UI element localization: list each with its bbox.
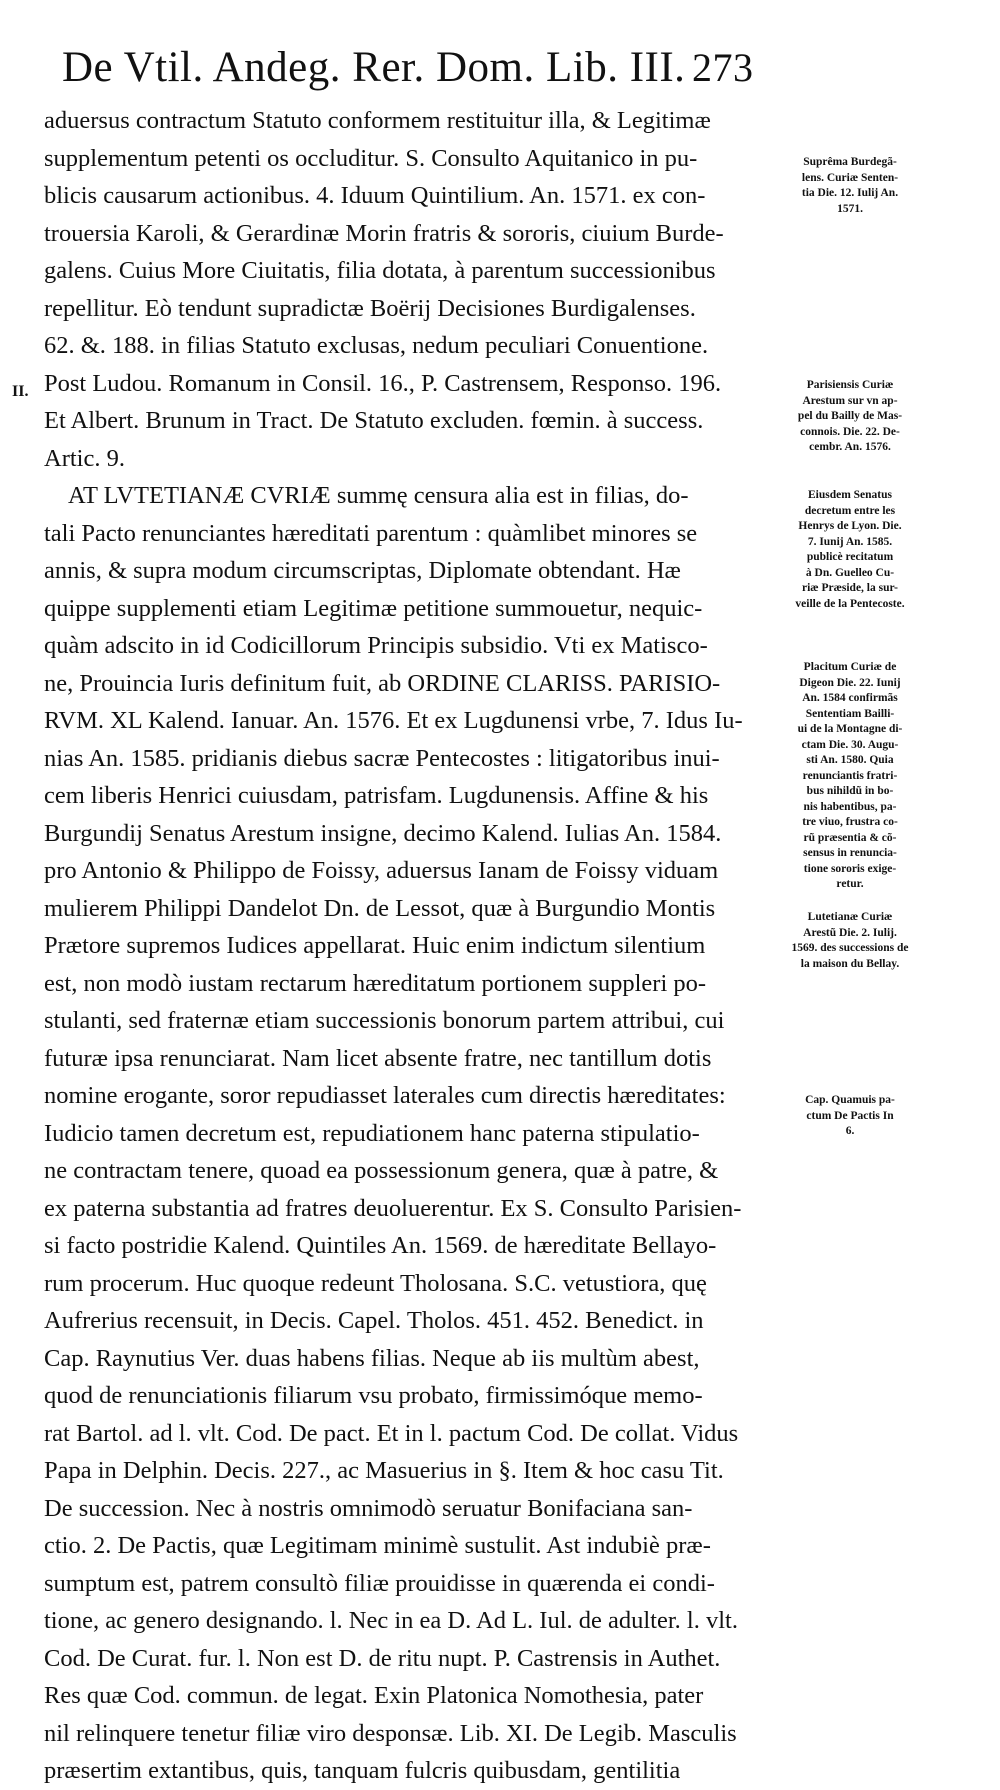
margin-note-line: 1569. des successions de — [791, 942, 909, 954]
text-line: mulierem Philippi Dandelot Dn. de Lessot, quæ à Burgundio Montis — [44, 894, 716, 922]
page-number: 273 — [692, 45, 754, 90]
text-line: quippe supplementi etiam Legitimæ petitione summouetur, nequic- — [44, 594, 703, 622]
margin-note-line: 7. Iunij An. 1585. — [807, 535, 893, 548]
margin-note-line: rũ præsentia & cõ- — [803, 831, 897, 844]
margin-note-line: tre viuo, frustra co- — [802, 816, 898, 828]
margin-note-line: ctum De Pactis In — [806, 1109, 894, 1122]
text-line: Artic. 9. — [44, 444, 125, 472]
text-line: futuræ ipsa renunciarat. Nam licet absente fratre, nec tantillum dotis — [44, 1044, 712, 1072]
text-line: Iudicio tamen decretum est, repudiationem hanc paterna stipulatio- — [44, 1119, 700, 1147]
text-line: trouersia Karoli, & Gerardinæ Morin fratris & sororis, ciuium Burde- — [44, 219, 724, 247]
text-line: Aufrerius recensuit, in Decis. Capel. Tholos. 451. 452. Benedict. in — [44, 1307, 704, 1334]
main-text-column — [44, 102, 772, 1790]
text-line: pro Antonio & Philippo de Foissy, aduersus Ianam de Foissy viduam — [44, 857, 719, 884]
margin-note-line: à Dn. Guelleo Cu- — [805, 566, 895, 579]
text-line: ne, Prouincia Iuris definitum fuit, ab ORDINE CLARISS. PARISIO- — [44, 669, 721, 697]
text-line: Post Ludou. Romanum in Consil. 16., P. Castrensem, Responso. 196. — [44, 369, 722, 397]
margin-note-line: Arestũ Die. 2. Iulij. — [803, 926, 897, 939]
header-title: De Vtil. Andeg. Rer. Dom. Lib. III. — [62, 44, 686, 91]
text-line: 62. &. 188. in filias Statuto exclusas, nedum peculiari Conuentione. — [44, 332, 709, 359]
text-line: Cap. Raynutius Ver. duas habens filias. Neque ab iis multùm abest, — [44, 1344, 700, 1372]
text-line: sumptum est, patrem consultò filiæ prouidisse in quærenda ei condi- — [44, 1569, 715, 1597]
margin-note-line: ui de la Montagne di- — [797, 723, 903, 735]
text-line: nias An. 1585. pridianis diebus sacræ Pentecostes : litigatoribus inui- — [44, 744, 720, 772]
text-line: cem liberis Henrici cuiusdam, patrisfam. Lugdunensis. Affine & his — [44, 782, 709, 809]
margin-note — [775, 488, 925, 612]
text-line: RVM. XL Kalend. Ianuar. An. 1576. Et ex Lugdunensi vrbe, 7. Idus Iu- — [44, 707, 743, 734]
text-line: tali Pacto renunciantes hæreditati parentum : quàmlibet minores se — [44, 519, 698, 547]
margin-note-line: riæ Præside, la sur- — [801, 582, 899, 594]
margin-note-line: nis habentibus, pa- — [803, 800, 897, 813]
margin-note-line: lens. Curiæ Senten- — [801, 171, 899, 184]
text-line: est, non modò iustam rectarum hæreditatum portionem suppleri po- — [44, 969, 707, 997]
margin-note — [775, 910, 925, 972]
margin-note-line: retur. — [836, 878, 864, 890]
margin-note-line: Arestum sur vn ap- — [802, 394, 898, 407]
margin-note-line: sensus in renuncia- — [803, 847, 897, 859]
running-header — [62, 38, 782, 100]
text-line: Res quæ Cod. commun. de legat. Exin Platonica Nomothesia, pater — [44, 1682, 704, 1709]
margin-note-line: Digeon Die. 22. Iunij — [799, 676, 901, 689]
margin-note-line: Suprêma Burdegã- — [803, 156, 897, 168]
text-line: galens. Cuius More Ciuitatis, filia dotata, à parentum successionibus — [44, 257, 716, 284]
margin-note-line: publicè recitatum — [806, 551, 894, 563]
text-line: ex paterna substantia ad fratres deuoluerentur. Ex S. Consulto Parisien- — [44, 1194, 742, 1222]
text-line: quod de renunciationis filiarum vsu probato, firmissimóque memo- — [44, 1382, 703, 1409]
text-line: stulanti, sed fraternæ etiam successionis bonorum partem attribui, cui — [44, 1007, 725, 1034]
text-line: aduersus contractum Statuto conformem restituitur illa, & Legitimæ — [44, 107, 711, 134]
margin-note-line: tione sororis exige- — [803, 862, 897, 875]
margin-note-line: bus nihildũ in bo- — [806, 785, 894, 797]
margin-note-line: Placitum Curiæ de — [803, 661, 897, 673]
text-line: annis, & supra modum circumscriptas, Diplomate obtendant. Hæ — [44, 557, 681, 584]
margin-note-line: veille de la Pentecoste. — [795, 597, 905, 610]
text-line: blicis causarum actionibus. 4. Iduum Quintilium. An. 1571. ex con- — [44, 182, 706, 209]
margin-note — [775, 660, 925, 893]
margin-note-line: ctam Die. 30. Augu- — [801, 738, 899, 751]
text-line: Burgundij Senatus Arestum insigne, decimo Kalend. Iulias An. 1584. — [44, 819, 722, 847]
margin-note-line: tia Die. 12. Iulij An. — [801, 187, 899, 199]
margin-note-line: renunciantis fratri- — [802, 769, 898, 782]
margin-note-line: An. 1584 confirmãs — [802, 692, 898, 704]
text-line: Et Albert. Brunum in Tract. De Statuto excluden. fœmin. à success. — [44, 407, 704, 434]
margin-note — [775, 378, 925, 456]
margin-note-line: cembr. An. 1576. — [809, 441, 891, 453]
margin-note — [775, 155, 925, 217]
text-line: nomine erogante, soror repudiasset laterales cum directis hæreditates: — [44, 1082, 726, 1109]
text-line: tione, ac genero designando. l. Nec in ea D. Ad L. Iul. de adulter. l. vlt. — [44, 1607, 738, 1634]
text-line: AT LVTETIANÆ CVRIÆ summę censura alia est in filias, do- — [68, 482, 689, 509]
text-line: si facto postridie Kalend. Quintiles An. 1569. de hæreditate Bellayo- — [44, 1232, 717, 1259]
margin-note-line: Cap. Quamuis pa- — [805, 1094, 895, 1106]
text-line: rat Bartol. ad l. vlt. Cod. De pact. Et in l. pactum Cod. De collat. Vidus — [44, 1419, 739, 1447]
margin-note-line: la maison du Bellay. — [800, 957, 900, 970]
margin-note-line: pel du Bailly de Mas- — [797, 410, 903, 422]
margin-note-line: Eiusdem Senatus — [807, 489, 893, 501]
margin-note-line: sti An. 1580. Quia — [806, 754, 894, 766]
margin-note-line: Henrys de Lyon. Die. — [798, 520, 902, 532]
margin-note-line: 1571. — [837, 202, 863, 215]
text-line: De succession. Nec à nostris omnimodò seruatur Bonifaciana san- — [44, 1494, 693, 1522]
margin-note-line: 6. — [845, 1125, 855, 1137]
text-line: rum procerum. Huc quoque redeunt Tholosana. S.C. vetustiora, quę — [44, 1269, 707, 1297]
text-line: Papa in Delphin. Decis. 227., ac Masuerius in §. Item & hoc casu Tit. — [44, 1457, 724, 1484]
margin-note-line: Parisiensis Curiæ — [806, 379, 894, 391]
text-line: supplementum petenti os occluditur. S. Consulto Aquitanico in pu- — [44, 144, 698, 172]
margin-note-line: Lutetianæ Curiæ — [807, 911, 893, 923]
margin-note-line: decretum entre les — [804, 504, 896, 517]
text-line: Prætore supremos Iudices appellarat. Huic enim indictum silentium — [44, 932, 706, 959]
text-line: repellitur. Eò tendunt supradictæ Boërij Decisiones Burdigalenses. — [44, 294, 696, 322]
margin-note-line: Sententiam Bailli- — [805, 707, 895, 720]
text-line: ctio. 2. De Pactis, quæ Legitimam minimè sustulit. Ast indubiè præ- — [44, 1532, 711, 1559]
margin-note — [775, 1093, 925, 1140]
text-line: quàm adscito in id Codicillorum Principis subsidio. Vti ex Matisco- — [44, 632, 708, 659]
margin-note-line: connois. Die. 22. De- — [800, 425, 900, 438]
text-line: Cod. De Curat. fur. l. Non est D. de ritu nupt. P. Castrensis in Authet. — [44, 1644, 721, 1672]
text-line: ne contractam tenere, quoad ea possessionum genera, quæ à patre, & — [44, 1157, 719, 1184]
text-line: præsertim extantibus, quis, tanquam fulcris quibusdam, gentilitia — [44, 1757, 681, 1784]
paragraph-marker: II. — [12, 383, 29, 400]
text-line: nil relinquere tenetur filiæ viro desponsæ. Lib. XI. De Legib. Masculis — [44, 1719, 737, 1747]
